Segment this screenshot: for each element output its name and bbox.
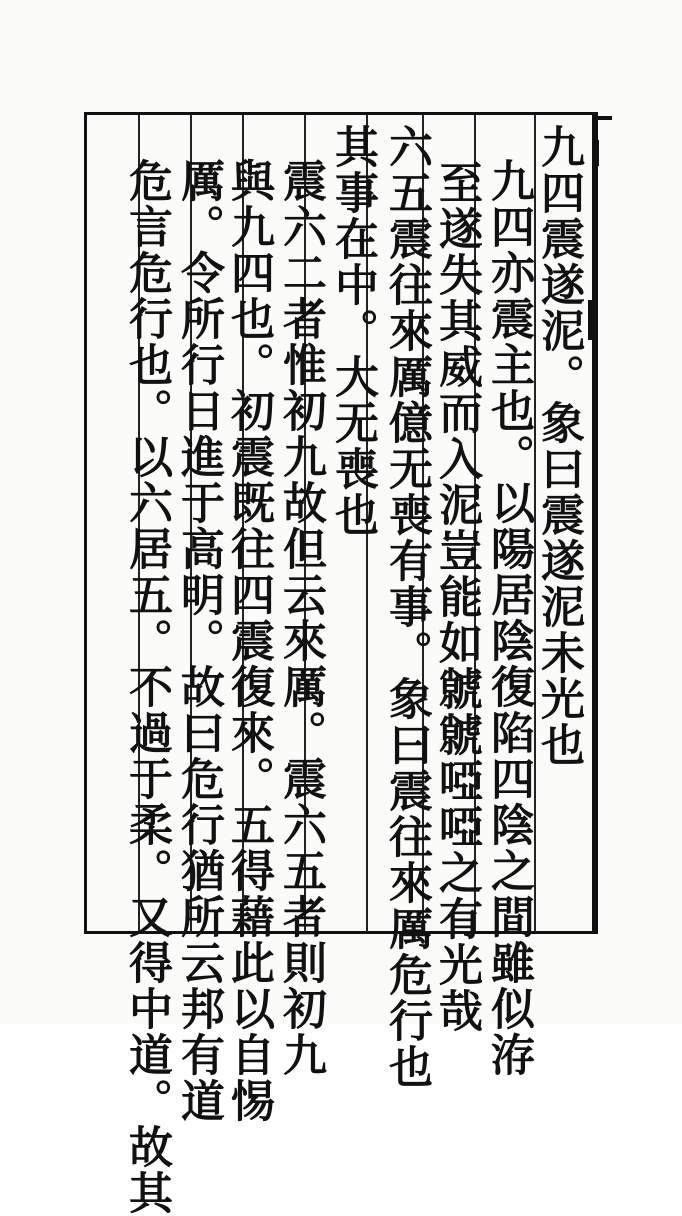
text-column-9: 危言危行也。以六居五。不過于柔。又得中道。故其 <box>121 158 172 1216</box>
page-edge-mark <box>598 116 612 120</box>
page-fold-mark-top <box>596 140 609 166</box>
text-column-8: 厲。令所行日進于高明。故曰危行猶所云邦有道 <box>173 158 224 1124</box>
text-column-5: 其事在中。大无喪也 <box>327 124 378 538</box>
page-fold-mark <box>588 300 614 340</box>
text-column-1: 九四震遂泥。象曰震遂泥未光也 <box>533 124 584 768</box>
text-column-4: 六五震往來厲億无喪有事。象曰震往來厲危行也 <box>381 124 432 1090</box>
text-column-2: 九四亦震主也。以陽居陰復陷四陰之間雖似洊 <box>483 158 534 1078</box>
text-column-3: 至遂失其威而入泥豈能如虩虩啞啞之有光哉 <box>431 160 482 1034</box>
text-column-6: 震六二者惟初九故但云來厲。震六五者則初九 <box>275 158 326 1078</box>
text-column-7: 與九四也。初震既往四震復來。五得藉此以自惕 <box>223 158 274 1124</box>
